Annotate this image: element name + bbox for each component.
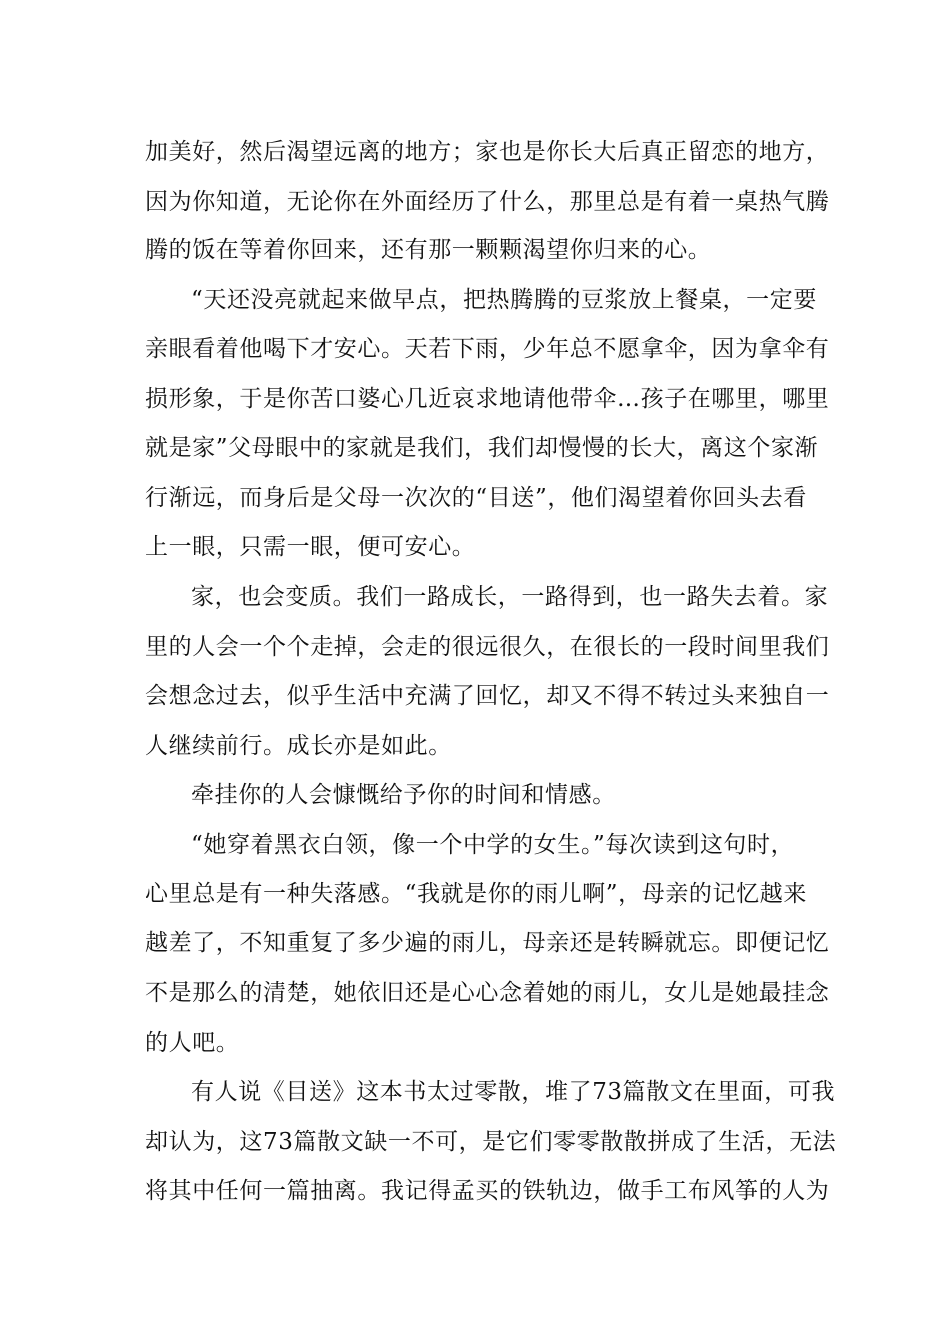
- text-line: 却认为，这73篇散文缺一不可，是它们零零散散拼成了生活，无法: [145, 1129, 837, 1155]
- text-line: 亲眼看着他喝下才安心。天若下雨，少年总不愿拿伞，因为拿伞有: [145, 336, 830, 362]
- text-line: 加美好，然后渴望远离的地方；家也是你长大后真正留恋的地方，: [145, 139, 830, 165]
- text-line: 会想念过去，似乎生活中充满了回忆，却又不得不转过头来独自一: [145, 683, 830, 709]
- text-line: 就是家”父母眼中的家就是我们，我们却慢慢的长大，离这个家渐: [145, 435, 819, 461]
- text-line: 因为你知道，无论你在外面经历了什么，那里总是有着一桌热气腾: [145, 189, 830, 215]
- paragraph-first-line: 有人说《目送》这本书太过零散，堆了73篇散文在里面，可我: [191, 1079, 836, 1105]
- text-line: 损形象，于是你苦口婆心几近哀求地请他带伞…孩子在哪里，哪里: [145, 386, 830, 412]
- paragraph-first-line: 家，也会变质。我们一路成长，一路得到，也一路失去着。家: [191, 584, 829, 610]
- text-line: 不是那么的清楚，她依旧还是心心念着她的雨儿，女儿是她最挂念: [145, 980, 830, 1006]
- text-line: 将其中任何一篇抽离。我记得孟买的铁轨边，做手工布风筝的人为: [145, 1178, 830, 1204]
- paragraph-first-line: 牵挂你的人会慷慨给予你的时间和情感。: [191, 782, 616, 808]
- text-line: 腾的饭在等着你回来，还有那一颗颗渴望你归来的心。: [145, 237, 712, 263]
- text-line: 越差了，不知重复了多少遍的雨儿，母亲还是转瞬就忘。即便记忆: [145, 930, 830, 956]
- text-line: 行渐远，而身后是父母一次次的“目送”，他们渴望着你回头去看: [145, 485, 807, 511]
- paragraph-first-line: “她穿着黑衣白领，像一个中学的女生。”每次读到这句时，: [191, 832, 795, 858]
- text-line: 里的人会一个个走掉，会走的很远很久，在很长的一段时间里我们: [145, 634, 830, 660]
- text-line: 人继续前行。成长亦是如此。: [145, 733, 452, 759]
- paragraph-first-line: “天还没亮就起来做早点，把热腾腾的豆浆放上餐桌，一定要: [191, 287, 817, 313]
- text-line: 心里总是有一种失落感。“我就是你的雨儿啊”，母亲的记忆越来: [145, 881, 807, 907]
- text-line: 上一眼，只需一眼，便可安心。: [145, 534, 476, 560]
- text-line: 的人吧。: [145, 1030, 240, 1056]
